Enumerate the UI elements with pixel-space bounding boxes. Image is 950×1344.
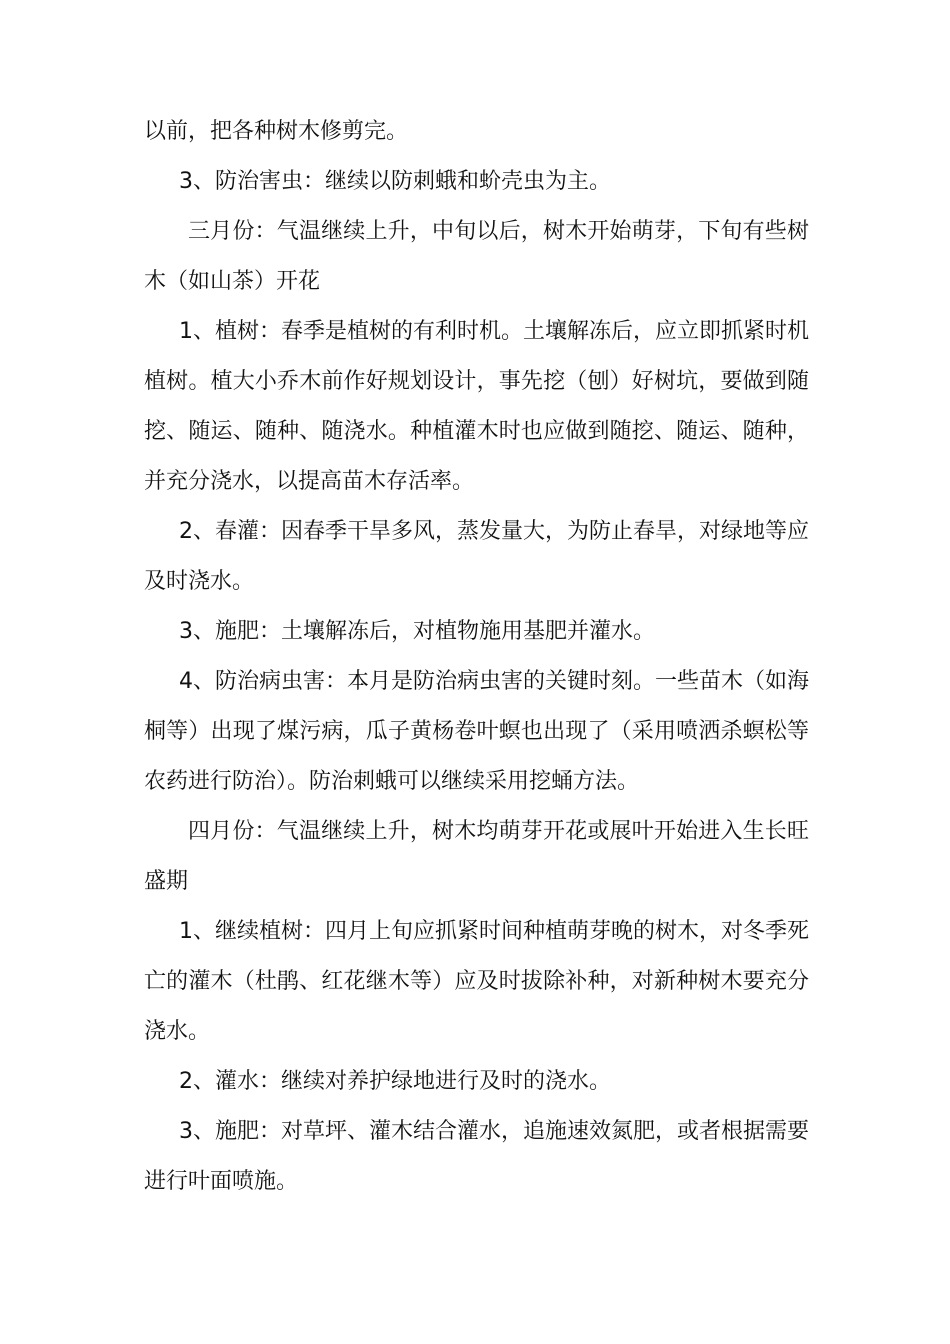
document-body: [144, 107, 809, 1207]
heading-march: 三月份：气温继续上升，中旬以后，树木开始萌芽，下旬有些树木（如山茶）开花: [144, 219, 809, 294]
paragraph-pest-control-feb: 3、防治害虫：继续以防刺蛾和蚧壳虫为主。: [179, 169, 611, 194]
paragraph-april-irrigation: 2、灌水：继续对养护绿地进行及时的浇水。: [179, 1069, 611, 1094]
paragraph-april-fertilizing: 3、施肥：对草坪、灌木结合灌水，追施速效氮肥，或者根据需要进行叶面喷施。: [144, 1119, 809, 1194]
paragraph-pruning-end: 以前，把各种树木修剪完。: [144, 119, 409, 144]
paragraph-march-spring-irrigation: 2、春灌：因春季干旱多风，蒸发量大，为防止春旱，对绿地等应及时浇水。: [144, 519, 809, 594]
heading-april: 四月份：气温继续上升，树木均萌芽开花或展叶开始进入生长旺盛期: [144, 819, 809, 894]
paragraph-march-pest-control: 4、防治病虫害：本月是防治病虫害的关键时刻。一些苗木（如海桐等）出现了煤污病，瓜子黄杨卷叶螟也出现了（采用喷洒杀螟松等农药进行防治）。防治刺蛾可以继续采用挖蛹方法。: [144, 669, 809, 794]
paragraph-march-planting: 1、植树：春季是植树的有利时机。土壤解冻后，应立即抓紧时机植树。植大小乔木前作好规划设计，事先挖（刨）好树坑，要做到随挖、随运、随种、随浇水。种植灌木时也应做到随挖、随运、随种，并充分浇水，以提高苗木存活率。: [144, 319, 809, 494]
paragraph-april-planting: 1、继续植树：四月上旬应抓紧时间种植萌芽晚的树木，对冬季死亡的灌木（杜鹃、红花继木等）应及时拔除补种，对新种树木要充分浇水。: [144, 919, 809, 1044]
paragraph-march-fertilizing: 3、施肥：土壤解冻后，对植物施用基肥并灌水。: [179, 619, 655, 644]
